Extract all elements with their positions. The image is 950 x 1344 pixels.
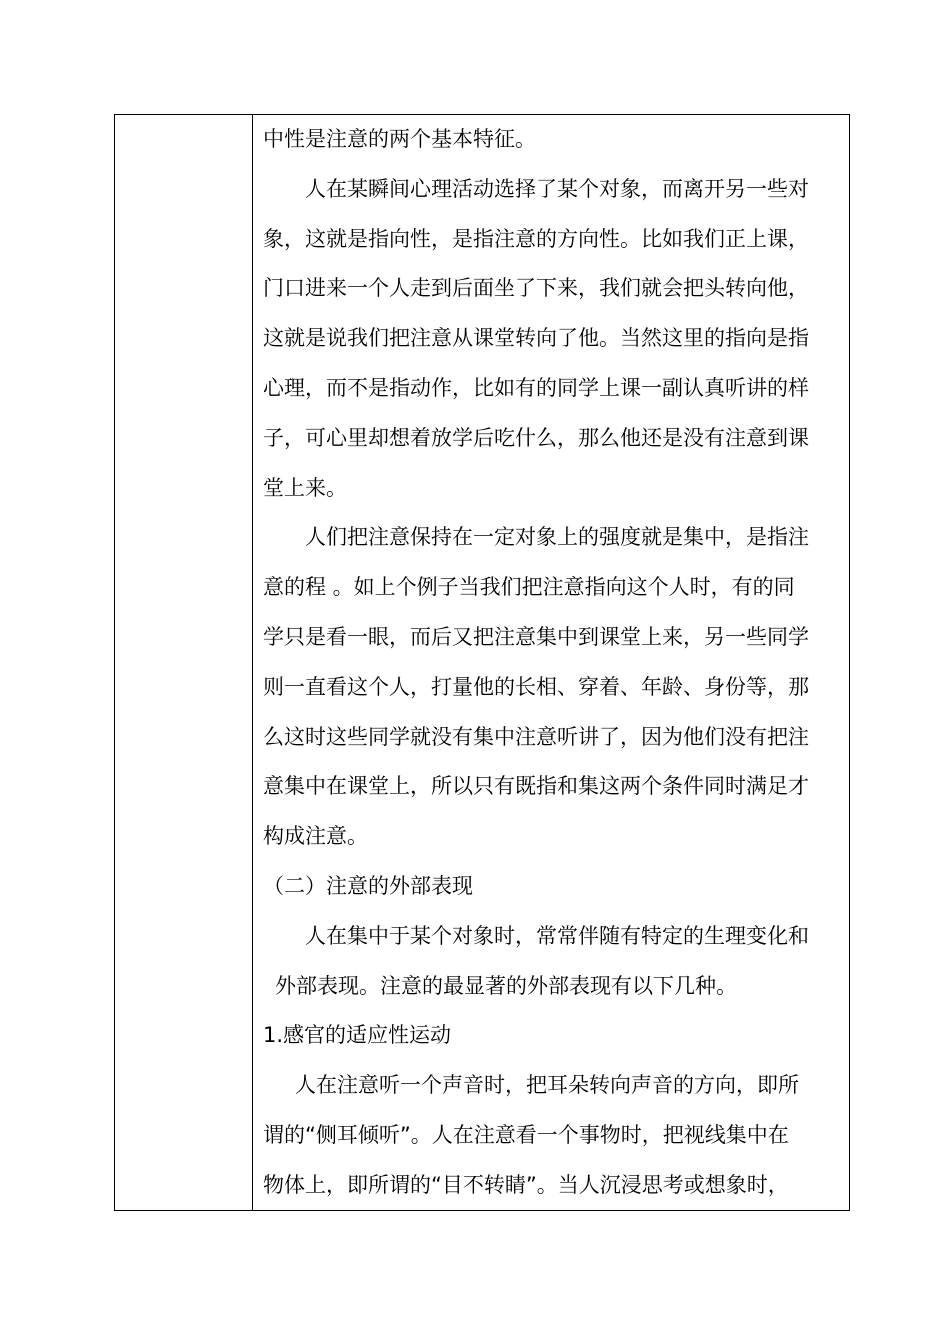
text-line: 外部表现。注意的最显著的外部表现有以下几种。 <box>275 973 737 998</box>
text-line: 人在集中于某个对象时，常常伴随有特定的生理变化和 <box>305 923 809 948</box>
section-heading: （二）注意的外部表现 <box>263 873 473 898</box>
text-line: 这就是说我们把注意从课堂转向了他。当然这里的指向是指 <box>263 326 809 351</box>
text-line: 则一直看这个人，打量他的长相、穿着、年龄、身份等，那 <box>263 674 809 699</box>
content-table <box>114 114 850 1211</box>
text-line: 象，这就是指向性，是指注意的方向性。比如我们正上课， <box>263 226 809 251</box>
text-line: 意集中在课堂上，所以只有既指和集这两个条件同时满足才 <box>263 774 809 799</box>
text-line: 学只是看一眼，而后又把注意集中到课堂上来，另一些同学 <box>263 624 809 649</box>
text-line: 物体上，即所谓的“目不转睛”。当人沉浸思考或想象时， <box>263 1172 789 1197</box>
text-line: 人们把注意保持在一定对象上的强度就是集中，是指注 <box>305 525 809 550</box>
text-line: 人在注意听一个声音时，把耳朵转向声音的方向，即所 <box>295 1073 799 1098</box>
text-line: 堂上来。 <box>263 475 347 500</box>
subsection-heading: 1.感官的适应性运动 <box>263 1023 452 1048</box>
text-line: 构成注意。 <box>263 824 368 849</box>
text-line: 门口进来一个人走到后面坐了下来，我们就会把头转向他， <box>263 276 809 301</box>
table-text-cell <box>263 115 843 1211</box>
table-left-column <box>115 115 253 1210</box>
text-line: 中性是注意的两个基本特征。 <box>263 127 536 151</box>
text-line: 子，可心里却想着放学后吃什么，那么他还是没有注意到课 <box>263 425 809 450</box>
text-line: 么这时这些同学就没有集中注意听讲了，因为他们没有把注 <box>263 724 809 749</box>
text-line: 意的程 。如上个例子当我们把注意指向这个人时，有的同 <box>263 575 795 600</box>
text-line: 心理，而不是指动作，比如有的同学上课一副认真听讲的样 <box>263 375 809 400</box>
text-line: 人在某瞬间心理活动选择了某个对象，而离开另一些对 <box>305 176 809 201</box>
text-line: 谓的“侧耳倾听”。人在注意看一个事物时，把视线集中在 <box>263 1122 789 1147</box>
